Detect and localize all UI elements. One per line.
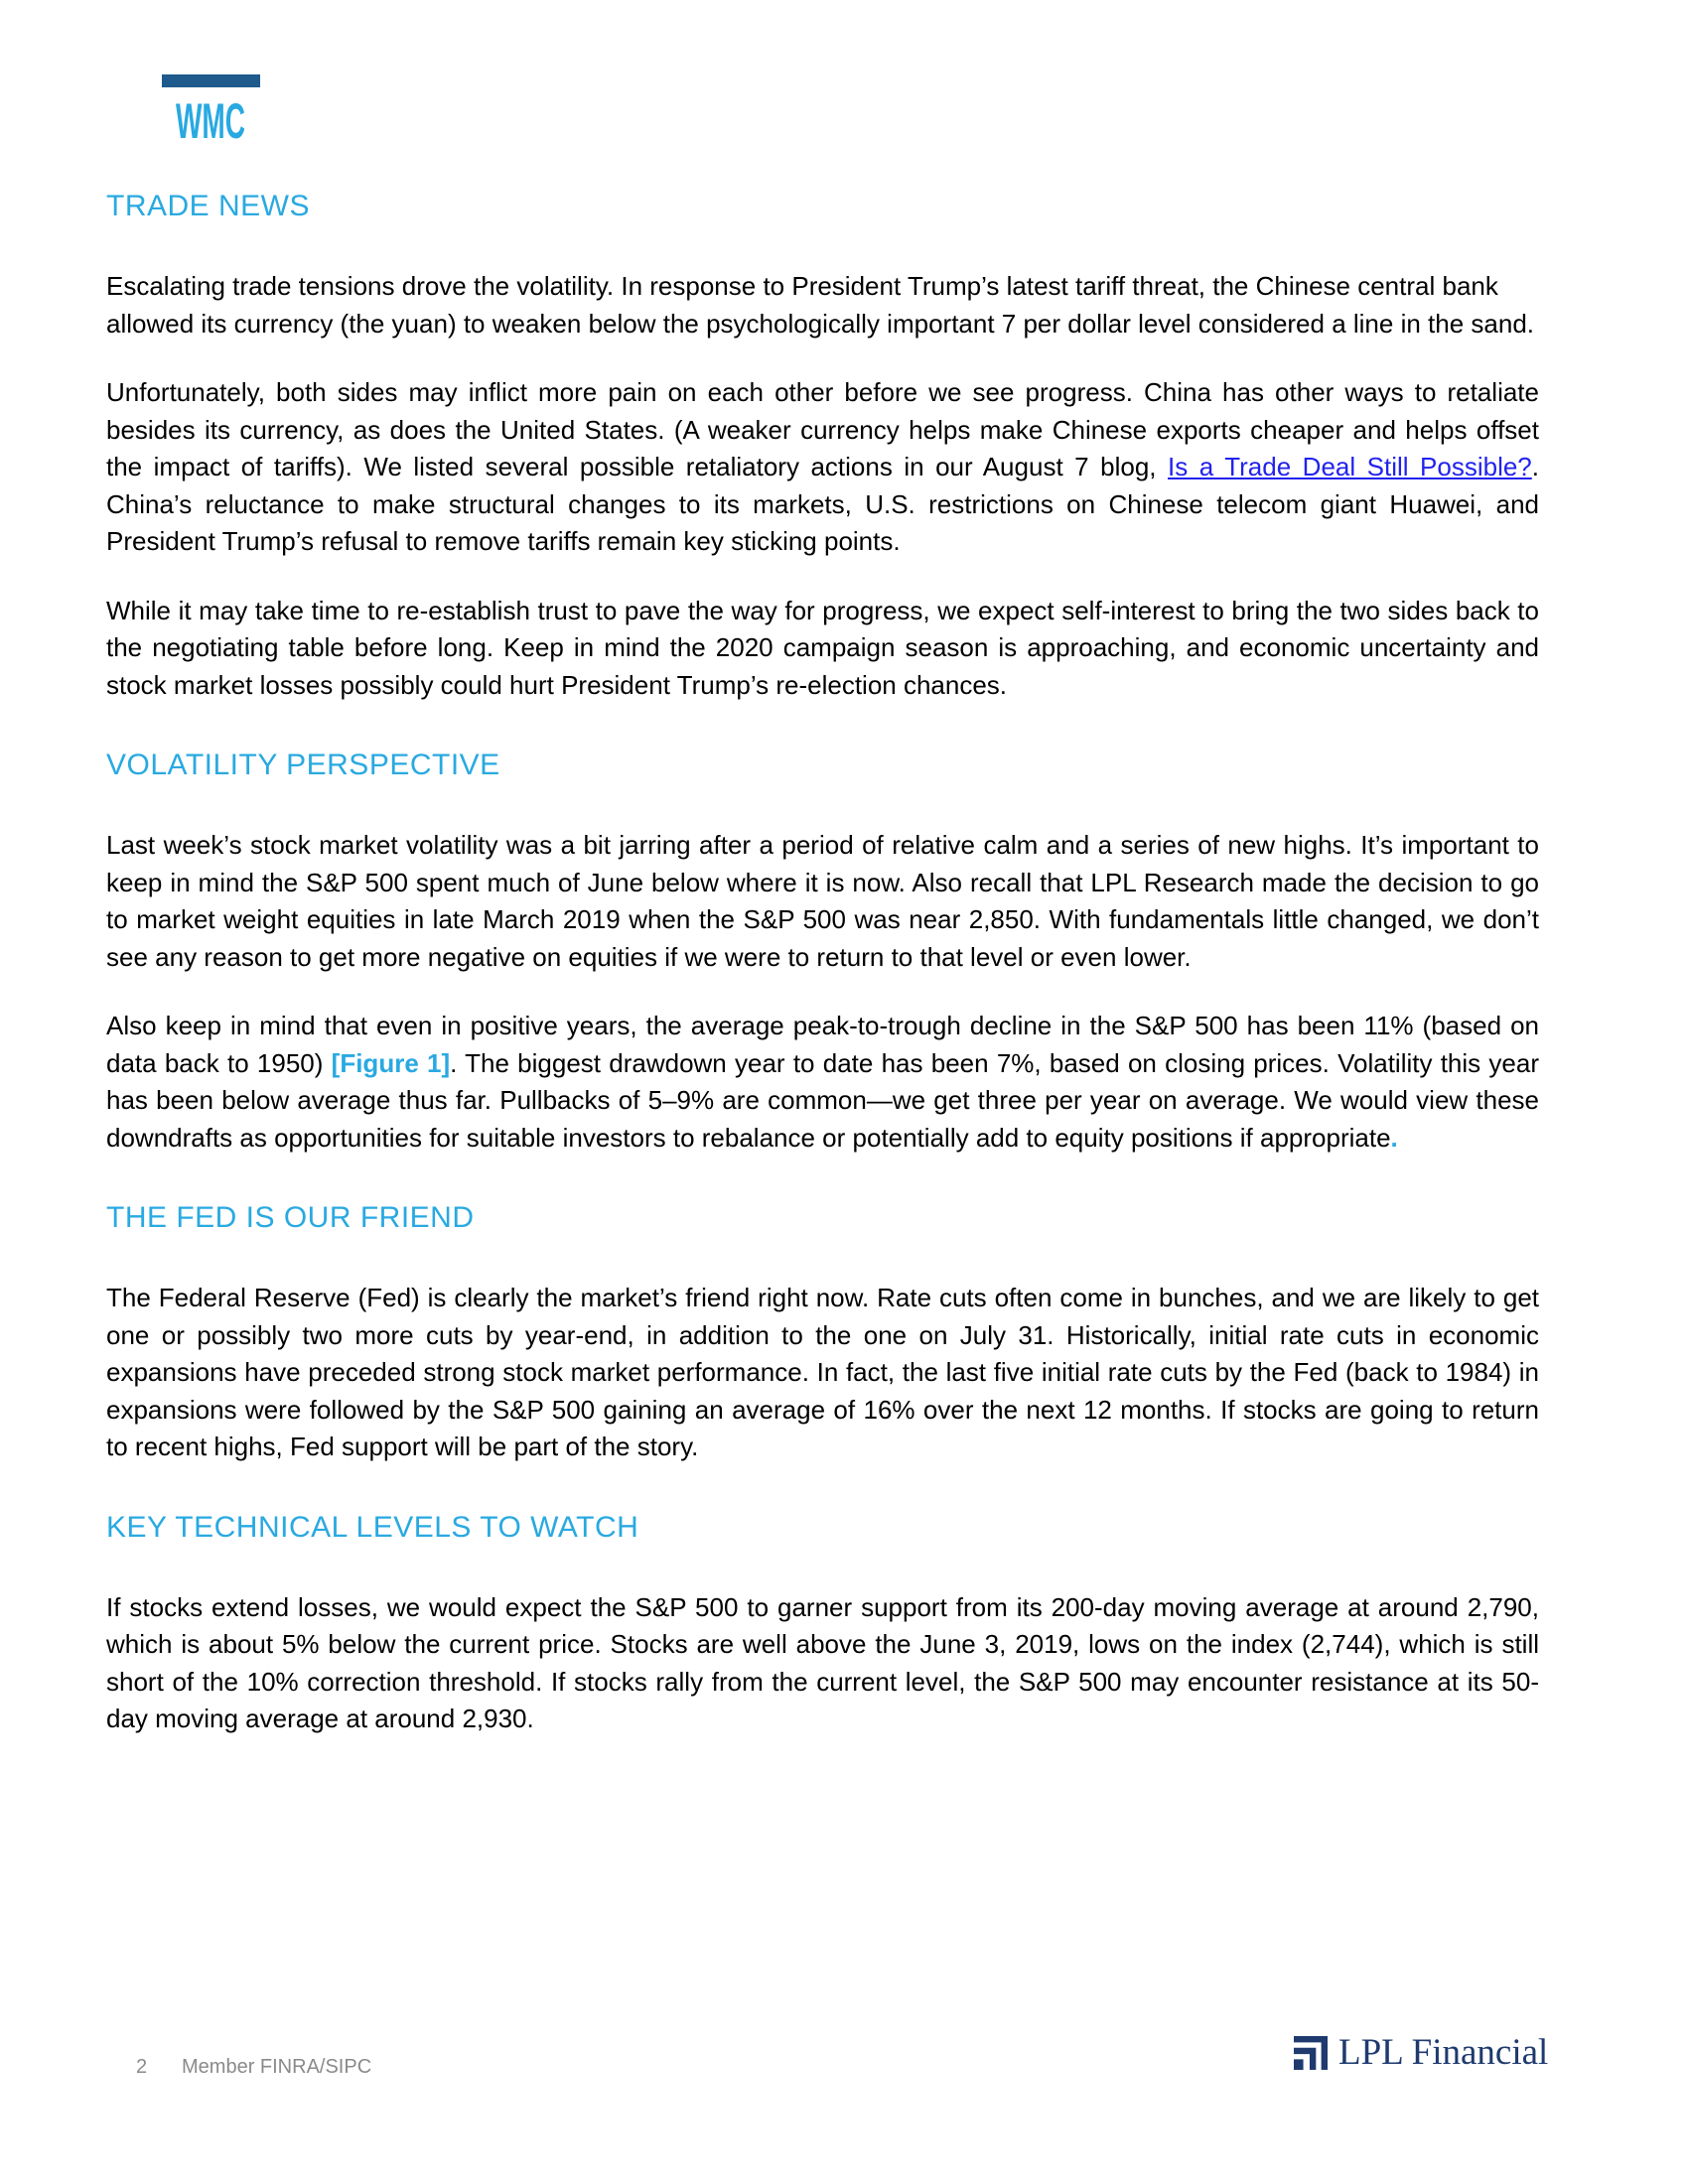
blog-post-link[interactable]: Is a Trade Deal Still Possible? [1168, 452, 1532, 481]
paragraph [106, 1008, 1539, 1157]
paragraph [106, 593, 1539, 705]
section-heading: KEY TECHNICAL LEVELS TO WATCH [106, 1510, 639, 1544]
section-heading: THE FED IS OUR FRIEND [106, 1201, 475, 1234]
section-heading: TRADE NEWS [106, 190, 311, 222]
section-heading: VOLATILITY PERSPECTIVE [106, 749, 500, 781]
wmc-logo-bar [162, 74, 260, 87]
lpl-logo-text: LPL Financial [1338, 2032, 1549, 2073]
wmc-logo-text: WMC [176, 93, 245, 149]
paragraph [106, 268, 1539, 342]
paragraph [106, 827, 1539, 976]
wmc-logo [162, 74, 300, 149]
lpl-financial-logo [1294, 2034, 1548, 2071]
text-run: . The biggest drawdown year to date has been 7%, based on closing prices. Volatility this year has been below average thus far. Pullbacks of 5–9% are common—we get three per year on average. We would view these downdrafts as opportunities for suitable investors to rebalance or potentially add to equity positions if appropriate [106, 1047, 1539, 1153]
page-number: 2 [136, 2056, 148, 2078]
text-run: Escalating trade tensions drove the volatility. In response to President Trump’s latest tariff threat, the Chinese central bank allowed its currency (the yuan) to weaken below the psychologically important 7 per dollar level considered a line in the sand. [106, 271, 1535, 339]
text-run: Last week’s stock market volatility was a bit jarring after a period of relative calm and a series of new highs. It’s important to keep in mind the S&P 500 spent much of June below where it is now. Also recall that LPL Research made the decision to go to market weight equities in late March 2019 when the S&P 500 was near 2,850. With fundamentals little changed, we don’t see any reason to get more negative on equities if we were to return to that level or even lower. [106, 830, 1539, 972]
text-run: . China’s reluctance to make structural changes to its markets, U.S. restrictions on Chinese telecom giant Huawei, and President Trump’s refusal to remove tariffs remain key sticking points. [106, 452, 1539, 556]
text-run: Unfortunately, both sides may inflict more pain on each other before we see progress. China has other ways to retaliate besides its currency, as does the United States. (A weaker currency helps make Chinese exports cheaper and helps offset the impact of tariffs). We listed several possible retaliatory actions in our August 7 blog, [106, 377, 1539, 481]
text-run: The Federal Reserve (Fed) is clearly the market’s friend right now. Rate cuts often come in bunches, and we are likely to get one or possibly two more cuts by year-end, in addition to the one on July 31. Historically, initial rate cuts in economic expansions have preceded strong stock market performance. In fact, the last five initial rate cuts by the Fed (back to 1984) in expansions were followed by the S&P 500 gaining an average of 16% over the next 12 months. If stocks are going to return to recent highs, Fed support will be part of the story. [106, 1283, 1539, 1461]
paragraph [106, 374, 1539, 561]
text-run: Also keep in mind that even in positive years, the average peak-to-trough decline in the S&P 500 has been 11% (based on data back to 1950) [106, 1011, 1539, 1078]
text-run: If stocks extend losses, we would expect the S&P 500 to garner support from its 200-day moving average at around 2,790, which is about 5% below the current price. Stocks are well above the June 3, 2019, lows on the index (2,744), which is still short of the 10% correction threshold. If stocks rally from the current level, the S&P 500 may encounter resistance at its 50-day moving average at around 2,930. [106, 1591, 1539, 1733]
figure-reference: [Figure 1] [331, 1047, 451, 1078]
document-body [106, 189, 1539, 1770]
paragraph [106, 1589, 1539, 1738]
member-finra-sipc-label: Member FINRA/SIPC [182, 2056, 372, 2078]
text-run: While it may take time to re-establish trust to pave the way for progress, we expect self-interest to bring the two sides back to the negotiating table before long. Keep in mind the 2020 campaign season is approaching, and economic uncertainty and stock market losses possibly could hurt President Trump’s re-election chances. [106, 595, 1539, 700]
paragraph [106, 1280, 1539, 1466]
accent-text: . [1390, 1122, 1398, 1153]
lpl-logo-icon [1294, 2036, 1328, 2070]
